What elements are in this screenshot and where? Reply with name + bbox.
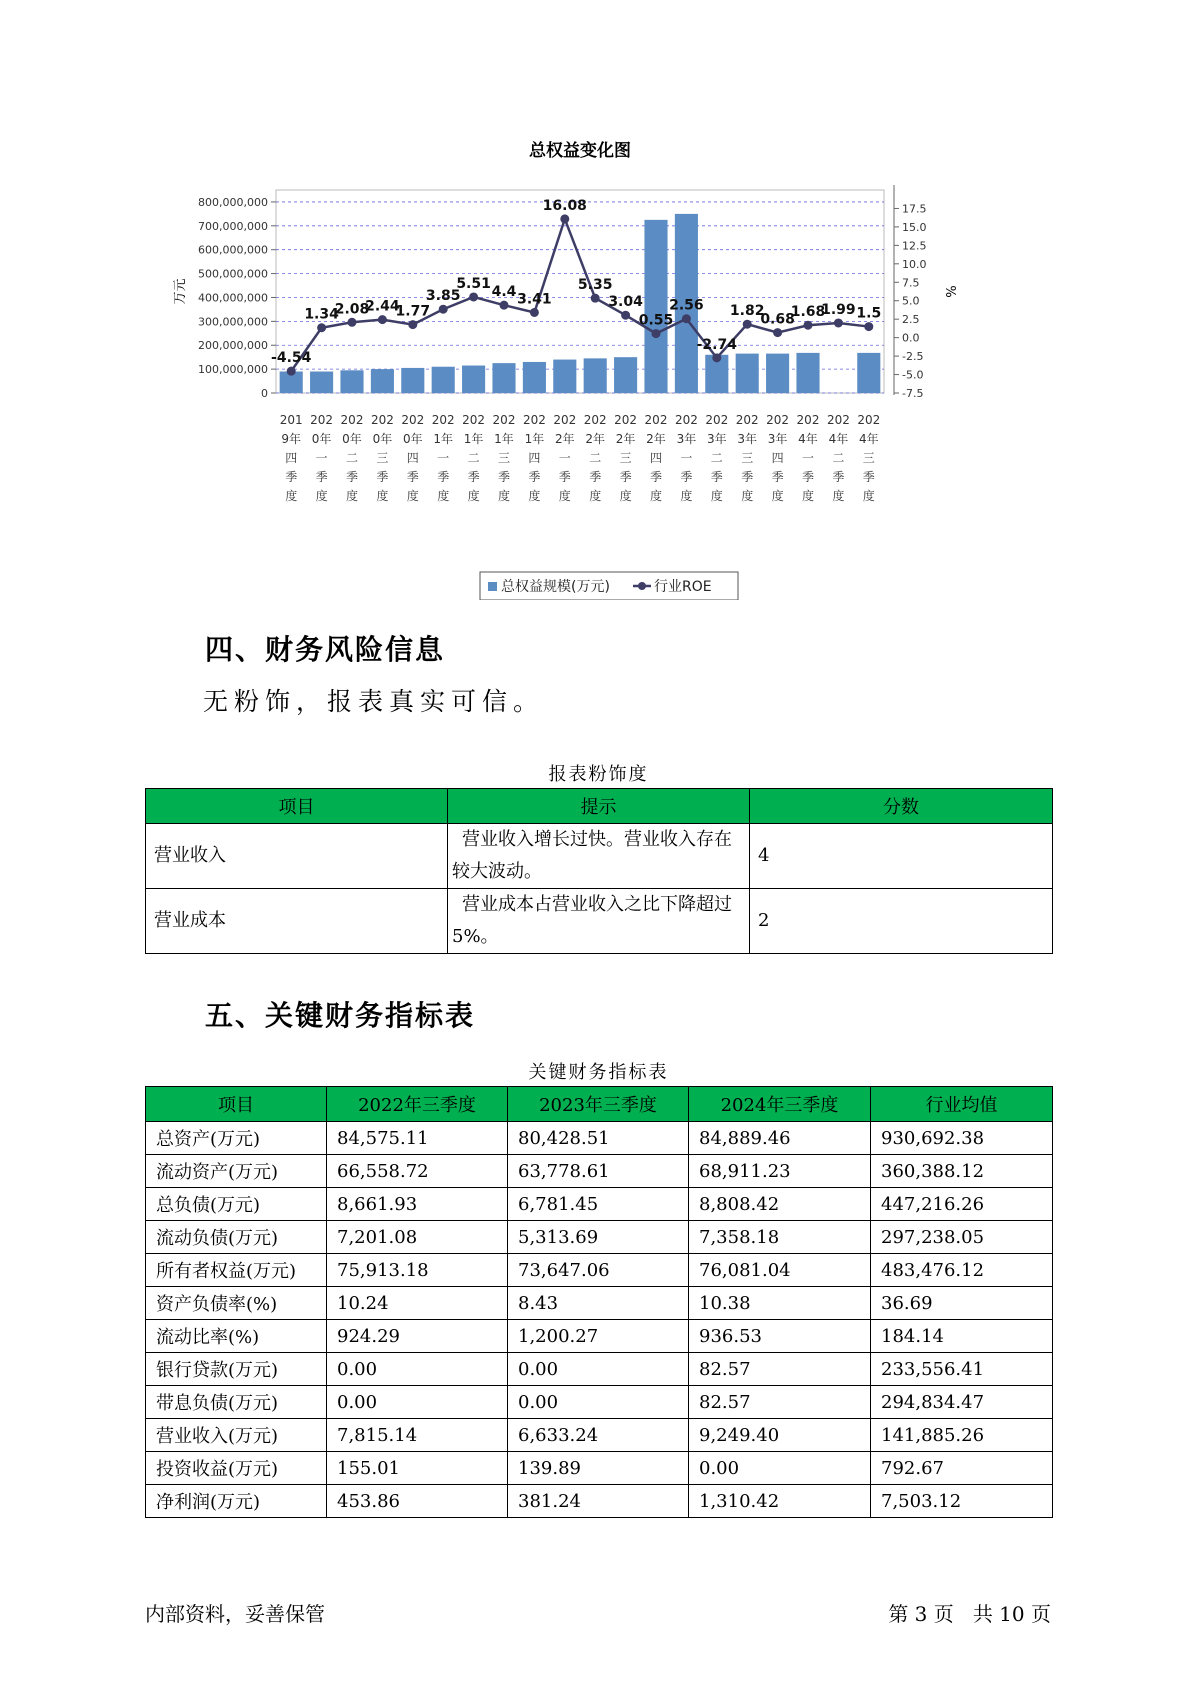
x-category-label: 202 [735,413,759,427]
kpi-value-cell: 1,310.42 [689,1485,871,1518]
kpi-value-cell: 139.89 [508,1452,689,1485]
kpi-value-cell: 7,358.18 [689,1221,871,1254]
roe-point [834,318,843,327]
x-category-label: 度 [437,489,450,503]
roe-data-label: -4.54 [271,350,312,367]
roe-point [743,320,752,329]
x-category-label: 度 [741,489,754,503]
x-category-label: 4年 [858,432,879,446]
x-category-label: 季 [406,470,419,484]
chart-title: 总权益变化图 [529,141,631,161]
table-row [146,1155,1053,1188]
equity-bar [523,362,546,393]
x-category-label: 二 [589,451,602,465]
risk-score: 4 [750,824,1053,889]
kpi-value-cell: 233,556.41 [871,1353,1053,1386]
roe-data-label: 1.82 [729,303,765,320]
roe-data-label: 1.77 [395,303,431,320]
kpi-value-cell: 453.86 [327,1485,508,1518]
y2-tick-label: 17.5 [902,202,927,216]
roe-point [773,328,782,337]
x-category-label: 3年 [737,432,758,446]
x-category-label: 四 [285,451,298,465]
x-category-label: 度 [862,489,875,503]
y2-tick-label: -5.0 [902,368,924,382]
x-category-label: 三 [862,451,875,465]
x-category-label: 202 [857,413,881,427]
kpi-value-cell: 141,885.26 [871,1419,1053,1452]
x-category-label: 202 [431,413,455,427]
risk-tip: 营业收入增长过快。营业收入存在较大波动。 [448,824,750,889]
roe-point [682,314,691,323]
roe-data-label: -2.74 [696,336,737,353]
kpi-value-cell: 1,200.27 [508,1320,689,1353]
kpi-item-label: 总负债(万元) [146,1188,327,1221]
x-category-label: 3年 [767,432,788,446]
kpi-value-cell: 7,503.12 [871,1485,1053,1518]
x-category-label: 4年 [828,432,849,446]
equity-bar [553,360,576,393]
roe-data-label: 2.44 [365,298,400,315]
x-category-label: 度 [406,489,419,503]
kpi-value-cell: 84,889.46 [689,1122,871,1155]
table-row [146,824,1053,889]
equity-bar [857,353,880,393]
risk-score: 2 [750,889,1053,954]
x-category-label: 202 [553,413,577,427]
x-category-label: 四 [771,451,784,465]
kpi-value-cell: 75,913.18 [327,1254,508,1287]
roe-data-label: 2.08 [334,301,370,318]
kpi-item-label: 净利润(万元) [146,1485,327,1518]
x-category-label: 二 [467,451,480,465]
x-category-label: 202 [826,413,850,427]
x-category-label: 度 [528,489,541,503]
x-category-label: 一 [558,451,571,465]
roe-point [804,321,813,330]
roe-point [560,214,569,223]
kpi-value-cell: 8,808.42 [689,1188,871,1221]
kpi-table-header-row [146,1087,1053,1122]
table-row [146,1188,1053,1221]
risk-summary-text: 无粉饰，报表真实可信。 [203,687,545,716]
x-category-label: 2年 [615,432,636,446]
x-category-label: 3年 [676,432,697,446]
equity-bar [492,363,515,393]
x-category-label: 季 [285,470,298,484]
y2-tick-label: 12.5 [902,239,927,253]
equity-bar [310,372,333,393]
x-category-label: 202 [522,413,546,427]
x-category-label: 度 [497,489,511,503]
kpi-value-cell: 5,313.69 [508,1221,689,1254]
kpi-value-cell: 360,388.12 [871,1155,1053,1188]
x-category-label: 度 [680,489,693,503]
x-category-label: 一 [680,451,693,465]
roe-point [287,367,296,376]
table-row [146,1386,1053,1419]
x-category-label: 度 [589,489,602,503]
kpi-item-label: 所有者权益(万元) [146,1254,327,1287]
x-category-label: 202 [492,413,516,427]
y2-tick-label: 5.0 [902,294,920,308]
kpi-value-cell: 82.57 [689,1386,871,1419]
x-category-label: 度 [285,489,298,503]
kpi-value-cell: 7,201.08 [327,1221,508,1254]
x-category-label: 四 [406,451,419,465]
risk-table-caption: 报表粉饰度 [548,764,649,785]
roe-data-label: 1.68 [790,304,826,321]
y2-tick-label: 0.0 [902,331,920,345]
x-category-label: 季 [801,470,815,484]
y2-tick-label: 10.0 [902,257,927,271]
x-category-label: 三 [497,451,511,465]
y2-tick-label: -2.5 [902,350,924,364]
y2-tick-label: 2.5 [902,313,920,327]
x-category-label: 0年 [372,432,393,446]
table-row [146,1287,1053,1320]
roe-point [469,292,478,301]
risk-header-tip: 提示 [448,789,750,824]
equity-bar [371,369,394,393]
x-category-label: 季 [558,470,571,484]
roe-point [530,308,539,317]
x-category-label: 202 [705,413,729,427]
kpi-header-2023q3: 2023年三季度 [508,1087,689,1122]
x-category-label: 季 [771,470,784,484]
kpi-value-cell: 155.01 [327,1452,508,1485]
kpi-value-cell: 924.29 [327,1320,508,1353]
kpi-value-cell: 7,815.14 [327,1419,508,1452]
legend-line-label: 行业ROE [654,579,712,595]
kpi-value-cell: 8.43 [508,1287,689,1320]
x-category-label: 季 [376,470,389,484]
kpi-item-label: 营业收入(万元) [146,1419,327,1452]
x-category-label: 度 [832,489,845,503]
table-row [146,1452,1053,1485]
kpi-value-cell: 68,911.23 [689,1155,871,1188]
legend-line-marker [638,582,646,590]
roe-point [378,315,387,324]
footer-confidential-note: 内部资料，妥善保管 [145,1602,325,1626]
y-tick-label: 400,000,000 [198,291,268,305]
kpi-value-cell: 297,238.05 [871,1221,1053,1254]
x-category-label: 度 [315,489,328,503]
kpi-value-cell: 0.00 [327,1353,508,1386]
x-category-label: 202 [401,413,425,427]
y-tick-label: 0 [261,387,268,400]
x-category-label: 2年 [646,432,666,446]
x-category-label: 度 [345,489,359,503]
roe-data-label: 3.04 [608,294,643,311]
x-category-label: 1年 [524,432,545,446]
kpi-value-cell: 63,778.61 [508,1155,689,1188]
x-category-label: 202 [796,413,820,427]
risk-item: 营业成本 [146,889,448,954]
risk-table-header-row [146,789,1053,824]
equity-bar [644,220,667,393]
kpi-value-cell: 82.57 [689,1353,871,1386]
risk-section-heading: 四、财务风险信息 [205,633,446,666]
roe-point [348,318,357,327]
roe-point [621,311,630,320]
y-tick-label: 300,000,000 [198,315,268,329]
roe-point [439,305,448,314]
x-category-label: 季 [862,470,875,484]
kpi-value-cell: 76,081.04 [689,1254,871,1287]
kpi-value-cell: 0.00 [327,1386,508,1419]
roe-data-label: 0.55 [638,312,674,329]
equity-bar [736,354,759,393]
kpi-item-label: 流动负债(万元) [146,1221,327,1254]
kpi-value-cell: 73,647.06 [508,1254,689,1287]
table-row [146,1353,1053,1386]
roe-data-label: 3.41 [517,291,552,308]
roe-point [500,301,509,310]
x-category-label: 201 [279,413,303,427]
kpi-value-cell: 6,781.45 [508,1188,689,1221]
roe-data-label: 1.5 [856,305,882,322]
x-category-label: 202 [340,413,364,427]
x-category-label: 季 [497,470,511,484]
x-category-label: 一 [437,451,450,465]
x-category-label: 202 [310,413,334,427]
kpi-header-industry-avg: 行业均值 [871,1087,1053,1122]
risk-header-item: 项目 [146,789,448,824]
x-category-label: 季 [345,470,359,484]
equity-bar [796,353,819,393]
x-category-label: 0年 [311,432,332,446]
x-category-label: 四 [528,451,541,465]
x-category-label: 0年 [342,432,362,446]
roe-data-label: 2.56 [669,297,704,314]
kpi-header-2022q3: 2022年三季度 [327,1087,508,1122]
x-category-label: 三 [619,451,632,465]
kpi-value-cell: 66,558.72 [327,1155,508,1188]
x-category-label: 一 [801,451,815,465]
x-category-label: 度 [710,489,723,503]
x-category-label: 2年 [554,432,575,446]
x-category-label: 度 [619,489,632,503]
kpi-table-caption: 关键财务指标表 [528,1062,669,1083]
kpi-table [145,1086,1053,1518]
equity-chart-svg [170,140,990,600]
kpi-item-label: 投资收益(万元) [146,1452,327,1485]
kpi-value-cell: 184.14 [871,1320,1053,1353]
x-category-label: 202 [614,413,638,427]
x-category-label: 季 [832,470,845,484]
x-category-label: 季 [619,470,632,484]
kpi-header-item: 项目 [146,1087,327,1122]
kpi-table-body [146,1122,1053,1518]
roe-point [864,322,873,331]
kpi-value-cell: 936.53 [689,1320,871,1353]
table-row [146,1122,1053,1155]
x-category-label: 一 [315,451,328,465]
y-tick-label: 100,000,000 [198,363,268,377]
x-category-label: 季 [528,470,541,484]
roe-data-label: 5.35 [577,277,613,294]
table-row [146,1320,1053,1353]
legend-bar-swatch [488,582,497,591]
table-row [146,1419,1053,1452]
kpi-item-label: 银行贷款(万元) [146,1353,327,1386]
x-category-label: 202 [644,413,668,427]
roe-data-label: 4.4 [491,284,517,301]
y-tick-label: 200,000,000 [198,339,268,353]
x-category-label: 四 [649,451,663,465]
kpi-value-cell: 8,661.93 [327,1188,508,1221]
y2-tick-label: 7.5 [902,276,920,290]
roe-data-label: 16.08 [542,197,587,214]
x-category-label: 季 [437,470,450,484]
kpi-item-label: 流动比率(%) [146,1320,327,1353]
table-row [146,889,1053,954]
x-category-label: 4年 [798,432,818,446]
x-category-label: 三 [376,451,389,465]
equity-bar [614,357,637,393]
y-tick-label: 700,000,000 [198,219,268,233]
x-category-label: 0年 [402,432,423,446]
x-category-label: 度 [801,489,815,503]
x-category-label: 度 [771,489,784,503]
kpi-value-cell: 0.00 [508,1353,689,1386]
roe-data-label: 5.51 [456,275,491,292]
x-category-label: 度 [649,489,663,503]
kpi-value-cell: 36.69 [871,1287,1053,1320]
roe-data-label: 3.85 [425,288,461,305]
x-category-label: 季 [741,470,754,484]
equity-change-chart [170,140,990,600]
x-category-label: 202 [462,413,486,427]
kpi-item-label: 流动资产(万元) [146,1155,327,1188]
equity-bar [401,368,424,393]
risk-tip: 营业成本占营业收入之比下降超过5%。 [448,889,750,954]
x-category-label: 度 [376,489,389,503]
x-category-label: 季 [680,470,693,484]
kpi-value-cell: 80,428.51 [508,1122,689,1155]
x-category-label: 202 [370,413,394,427]
y-tick-label: 500,000,000 [198,267,268,281]
x-category-label: 度 [467,489,480,503]
roe-data-label: 1.99 [821,301,856,318]
equity-bar [766,354,789,393]
kpi-item-label: 总资产(万元) [146,1122,327,1155]
roe-data-label: 1.34 [304,306,339,323]
x-category-label: 二 [345,451,359,465]
roe-point [591,294,600,303]
x-category-label: 2年 [585,432,606,446]
x-category-label: 季 [710,470,723,484]
x-category-label: 二 [832,451,845,465]
roe-point [652,329,661,338]
table-row [146,1221,1053,1254]
x-category-label: 1年 [494,432,514,446]
x-category-label: 202 [583,413,607,427]
x-category-label: 3年 [706,432,727,446]
x-category-label: 季 [467,470,480,484]
kpi-value-cell: 84,575.11 [327,1122,508,1155]
footer-page-number: 第 3 页 共 10 页 [888,1602,1051,1626]
kpi-value-cell: 0.00 [508,1386,689,1419]
y-tick-label: 600,000,000 [198,243,268,257]
equity-bar [462,366,485,393]
x-category-label: 度 [558,489,571,503]
roe-point [317,323,326,332]
risk-item: 营业收入 [146,824,448,889]
kpi-value-cell: 792.67 [871,1452,1053,1485]
kpi-value-cell: 381.24 [508,1485,689,1518]
kpi-section-heading: 五、关键财务指标表 [205,999,476,1032]
equity-bar [584,358,607,393]
kpi-value-cell: 0.00 [689,1452,871,1485]
kpi-value-cell: 483,476.12 [871,1254,1053,1287]
kpi-value-cell: 9,249.40 [689,1419,871,1452]
kpi-value-cell: 294,834.47 [871,1386,1053,1419]
roe-data-label: 0.68 [760,311,795,328]
y2-tick-label: -7.5 [902,387,924,400]
equity-bar [340,370,363,393]
table-row [146,1485,1053,1518]
kpi-item-label: 资产负债率(%) [146,1287,327,1320]
x-category-label: 季 [315,470,328,484]
legend-bar-label: 总权益规模(万元) [501,579,610,595]
kpi-header-2024q3: 2024年三季度 [689,1087,871,1122]
kpi-value-cell: 10.24 [327,1287,508,1320]
x-category-label: 202 [674,413,698,427]
y-tick-label: 800,000,000 [198,195,268,209]
kpi-value-cell: 447,216.26 [871,1188,1053,1221]
kpi-value-cell: 930,692.38 [871,1122,1053,1155]
x-category-label: 季 [649,470,663,484]
kpi-item-label: 带息负债(万元) [146,1386,327,1419]
x-category-label: 9年 [281,432,302,446]
x-category-label: 1年 [433,432,454,446]
roe-point [712,353,721,362]
x-category-label: 二 [710,451,723,465]
x-category-label: 202 [766,413,790,427]
risk-table [145,788,1053,954]
equity-bar [432,367,455,393]
x-category-label: 季 [589,470,602,484]
x-category-label: 三 [741,451,754,465]
kpi-value-cell: 10.38 [689,1287,871,1320]
risk-header-score: 分数 [750,789,1053,824]
y2-tick-label: 15.0 [902,220,927,234]
roe-point [408,320,417,329]
y-axis-label: 万元 [173,278,188,305]
y2-axis-label: % [942,285,957,298]
x-category-label: 1年 [463,432,484,446]
table-row [146,1254,1053,1287]
kpi-value-cell: 6,633.24 [508,1419,689,1452]
